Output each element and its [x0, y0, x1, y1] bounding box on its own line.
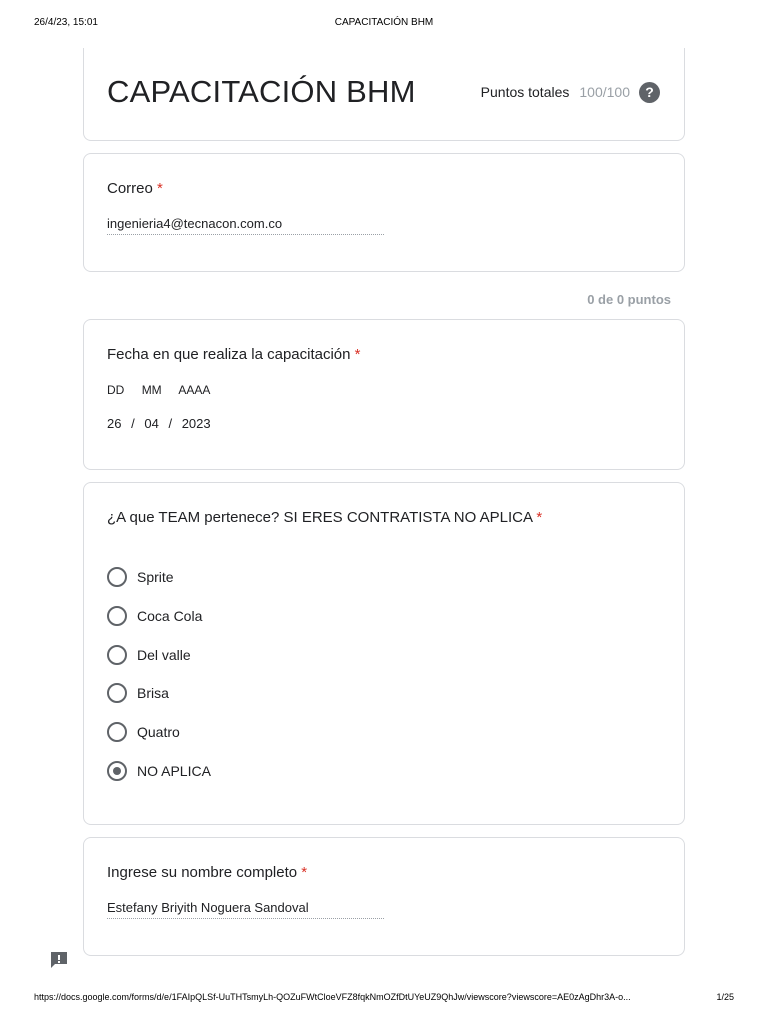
month-header: MM: [141, 383, 162, 397]
day-header: DD: [107, 383, 125, 397]
date-question-label: [107, 346, 361, 363]
option-label: Coca Cola: [137, 608, 203, 624]
points-total-label: Puntos totales: [480, 84, 570, 100]
team-question-label: [107, 509, 542, 526]
name-question-card: [83, 837, 685, 956]
section-score: 0 de 0 puntos: [587, 292, 671, 307]
date-separator: /: [168, 416, 173, 431]
year-header: AAAA: [178, 383, 211, 397]
print-datetime: 26/4/23, 15:01: [34, 17, 98, 28]
feedback-icon[interactable]: [49, 950, 69, 970]
points-total-value: 100/100: [579, 84, 630, 100]
date-label-text: Fecha en que realiza la capacitación: [107, 346, 351, 363]
option-label: Sprite: [137, 569, 174, 585]
option-label: NO APLICA: [137, 763, 211, 779]
radio-button-selected[interactable]: [107, 761, 127, 781]
option-label: Del valle: [137, 647, 191, 663]
email-question-label: [107, 180, 163, 197]
team-question-card: [83, 482, 685, 825]
print-footer: [34, 992, 734, 1006]
month-field[interactable]: 04: [144, 416, 159, 431]
team-label-text: ¿A que TEAM pertenece? SI ERES CONTRATISTA NO APLICA: [107, 509, 533, 526]
year-field[interactable]: 2023: [181, 416, 211, 431]
email-field[interactable]: ingenieria4@tecnacon.com.co: [107, 216, 384, 235]
name-question-label: [107, 864, 307, 881]
day-field[interactable]: 26: [107, 416, 122, 431]
option-label: Brisa: [137, 685, 169, 701]
form-title: CAPACITACIÓN BHM: [107, 74, 416, 109]
required-asterisk: *: [301, 864, 308, 881]
date-field-headers: [107, 383, 224, 397]
name-label-text: Ingrese su nombre completo: [107, 864, 298, 881]
feedback-icon-graphic: [49, 950, 69, 970]
radio-button[interactable]: [107, 645, 127, 665]
email-label-text: Correo: [107, 180, 153, 197]
print-doc-title: CAPACITACIÓN BHM: [334, 17, 434, 28]
radio-button[interactable]: [107, 722, 127, 742]
form-title-card: [83, 48, 685, 141]
date-question-card: [83, 319, 685, 470]
required-asterisk: *: [536, 509, 543, 526]
points-total: [481, 84, 630, 100]
help-icon[interactable]: ?: [639, 82, 660, 103]
full-name-field[interactable]: Estefany Briyith Noguera Sandoval: [107, 900, 384, 919]
print-url: https://docs.google.com/forms/d/e/1FAIpQLSf-UuTHTsmyLh-QOZuFWtCloeVFZ8fqkNmOZfDtUYeUZ9QhJw/viewscore?viewscore=AE0zAgDhr3A-o...: [34, 992, 631, 1002]
email-question-card: [83, 153, 685, 272]
required-asterisk: *: [157, 180, 163, 197]
option-label: Quatro: [137, 724, 180, 740]
radio-button[interactable]: [107, 683, 127, 703]
print-page-number: 1/25: [716, 992, 734, 1002]
radio-button[interactable]: [107, 606, 127, 626]
date-field: [107, 416, 217, 431]
radio-button[interactable]: [107, 567, 127, 587]
print-header: [34, 17, 734, 31]
required-asterisk: *: [354, 346, 361, 363]
date-separator: /: [131, 416, 135, 431]
